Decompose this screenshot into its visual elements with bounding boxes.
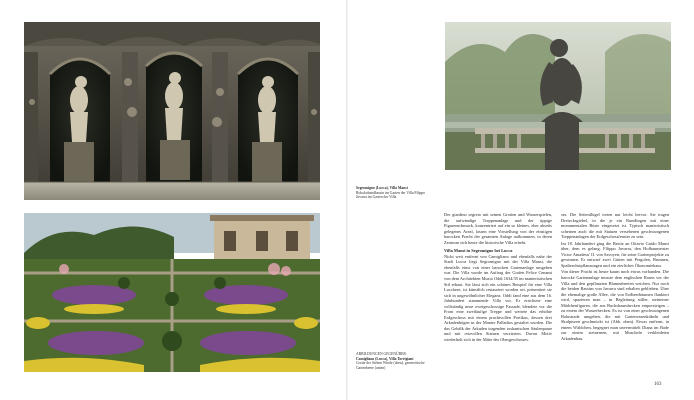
text-column-2 — [561, 212, 669, 343]
page-number: 163 — [654, 382, 662, 387]
caption-villa-mansi-body: Rokokohandbassin im Garten der Villa Filippo Juvarra im Garten der Villa — [356, 190, 426, 200]
garden-beds-photo — [24, 213, 320, 372]
caption-villa-torrigiani-label: ABBILDUNGEN GEGENÜBER: — [356, 352, 407, 356]
caption-villa-mansi — [356, 186, 432, 200]
villa-mansi-basin-photo — [445, 22, 671, 170]
text-column-1 — [444, 212, 552, 344]
column-2-paragraph-2: Im 18. Jahrhundert ging die Besitz an Ottavio Guido Mansi über, dem es gelang, Filippo Juvarra, den Hofbaumeister Victor Amadeus' II. von Savoyen, für seine Gartenprojekte zu gewinnen. Er entwarf zwei Gärten mit Pergolen, Brunnen, Spalierobstpflanzungen und ein zierliches Ökonomiehaus. — [561, 240, 669, 268]
section-subheading: Villa Mansi in Segromigno bei Lucca — [444, 248, 513, 254]
caption-villa-torrigiani-body: Grotte der Sieben Winde (oben), geometrische Gartenbeete (unten) — [356, 361, 425, 370]
column-2-paragraph-3: Von dieser Pracht ist heute kaum noch etwas vorhanden. Die barocke Gartenanlage musste dem englischen Rasen vor der Villa und den gepflanzten Blumenbeeten weichen. Nur noch die beiden Bassins von Juvarra sind erhalten geblieben. Über die ehemalige große Allee, die von Erdbeerbäumen flankiert wird, spazieren man – in Begleitung stiller, steinerner Mädchenfiguren, die aus Buchsbaumhecken emporsteigen – zu einem der Wasserbecken. Es ist von einer geschwungenen Balustrade umgeben, die mit Gartenvasenkübeln und Skulpturen geschmückt ist (Abb. oben). Etwas entfernt, in einem Wäldchen, begegnet man unvermittelt Diana im Bade zur einem steinernen, mit Muscheln verkleideten Arkadenbau. — [561, 269, 669, 342]
column-2-paragraph-1: ses. Die Seitenflügel treten nur leicht hervor. Sie tragen Dreiecksgiebel, in die je ein Rundbogen mit einer monumentalen Büste eingesetzt ist. Typisch manieristisch scheinen auch die mit Statuen versehenen geschwungenen Treppenanlagen der Erdgeschossfenster zu sein. — [561, 212, 669, 240]
column-1-intro: Der giardino segreto mit seinen Grotten und Wasserspielen, die aufwändige Treppenanlage und der üppige Figurenschmuck, konzentriert auf ein so kleines, eher abseits gelegenes Areal, lassen eine Vorstellung von der einstigen barocken Pracht der gesamten Anlage aufkommen, in deren Zentrum sich heute die historische Villa erhebt. — [444, 212, 552, 245]
caption-villa-torrigiani-title: Camigliano (Lucca), Villa Torrigiani — [356, 356, 414, 361]
book-gutter — [346, 0, 348, 400]
column-1-body: Nicht weit entfernt von Camigliano und ebenfalls nahe der Stadt Lucca liegt Segromigno mit der Villa Mansi, die ebenfalls einst von einer barocken Gartenanlage umgeben war. Die Villa wurde im Auftrag der Grafen Felice Cenami von dem Architekten Muzio Oddi 1634/35 im manieristischen Stil erbaut. Sie lässt sich ein schönes Beispiel für eine Villa Lucchese, ist künstlich restauriert worden sei, präsentiert sie sich in ungewöhnlicher Eleganz. Oddi fand eine aus dem 16. Jahrhundert stammende Villa vor. Er errichtete eine vollständig neue zweigeschossige Fassade, blendete vor die Front eine zweiläufige Treppe und wertete das erhöhte Erdgeschoss mit einem prachtvollen Portikus, dessen drei Arkadenbögen in der Manier Palladios gestaltet wurden. Die das Gebälk der Arkaden tragenden toskanischen Säulenpaare und mit reizvollen Statuen verzierten. Davon Motiv wiederholt sich in der Mitte des Obergeschosses. — [444, 253, 552, 343]
caption-villa-mansi-title: Segromigno (Lucca), Villa Mansi — [356, 186, 408, 190]
grotto-photo — [24, 22, 320, 200]
caption-villa-torrigiani — [356, 352, 432, 370]
